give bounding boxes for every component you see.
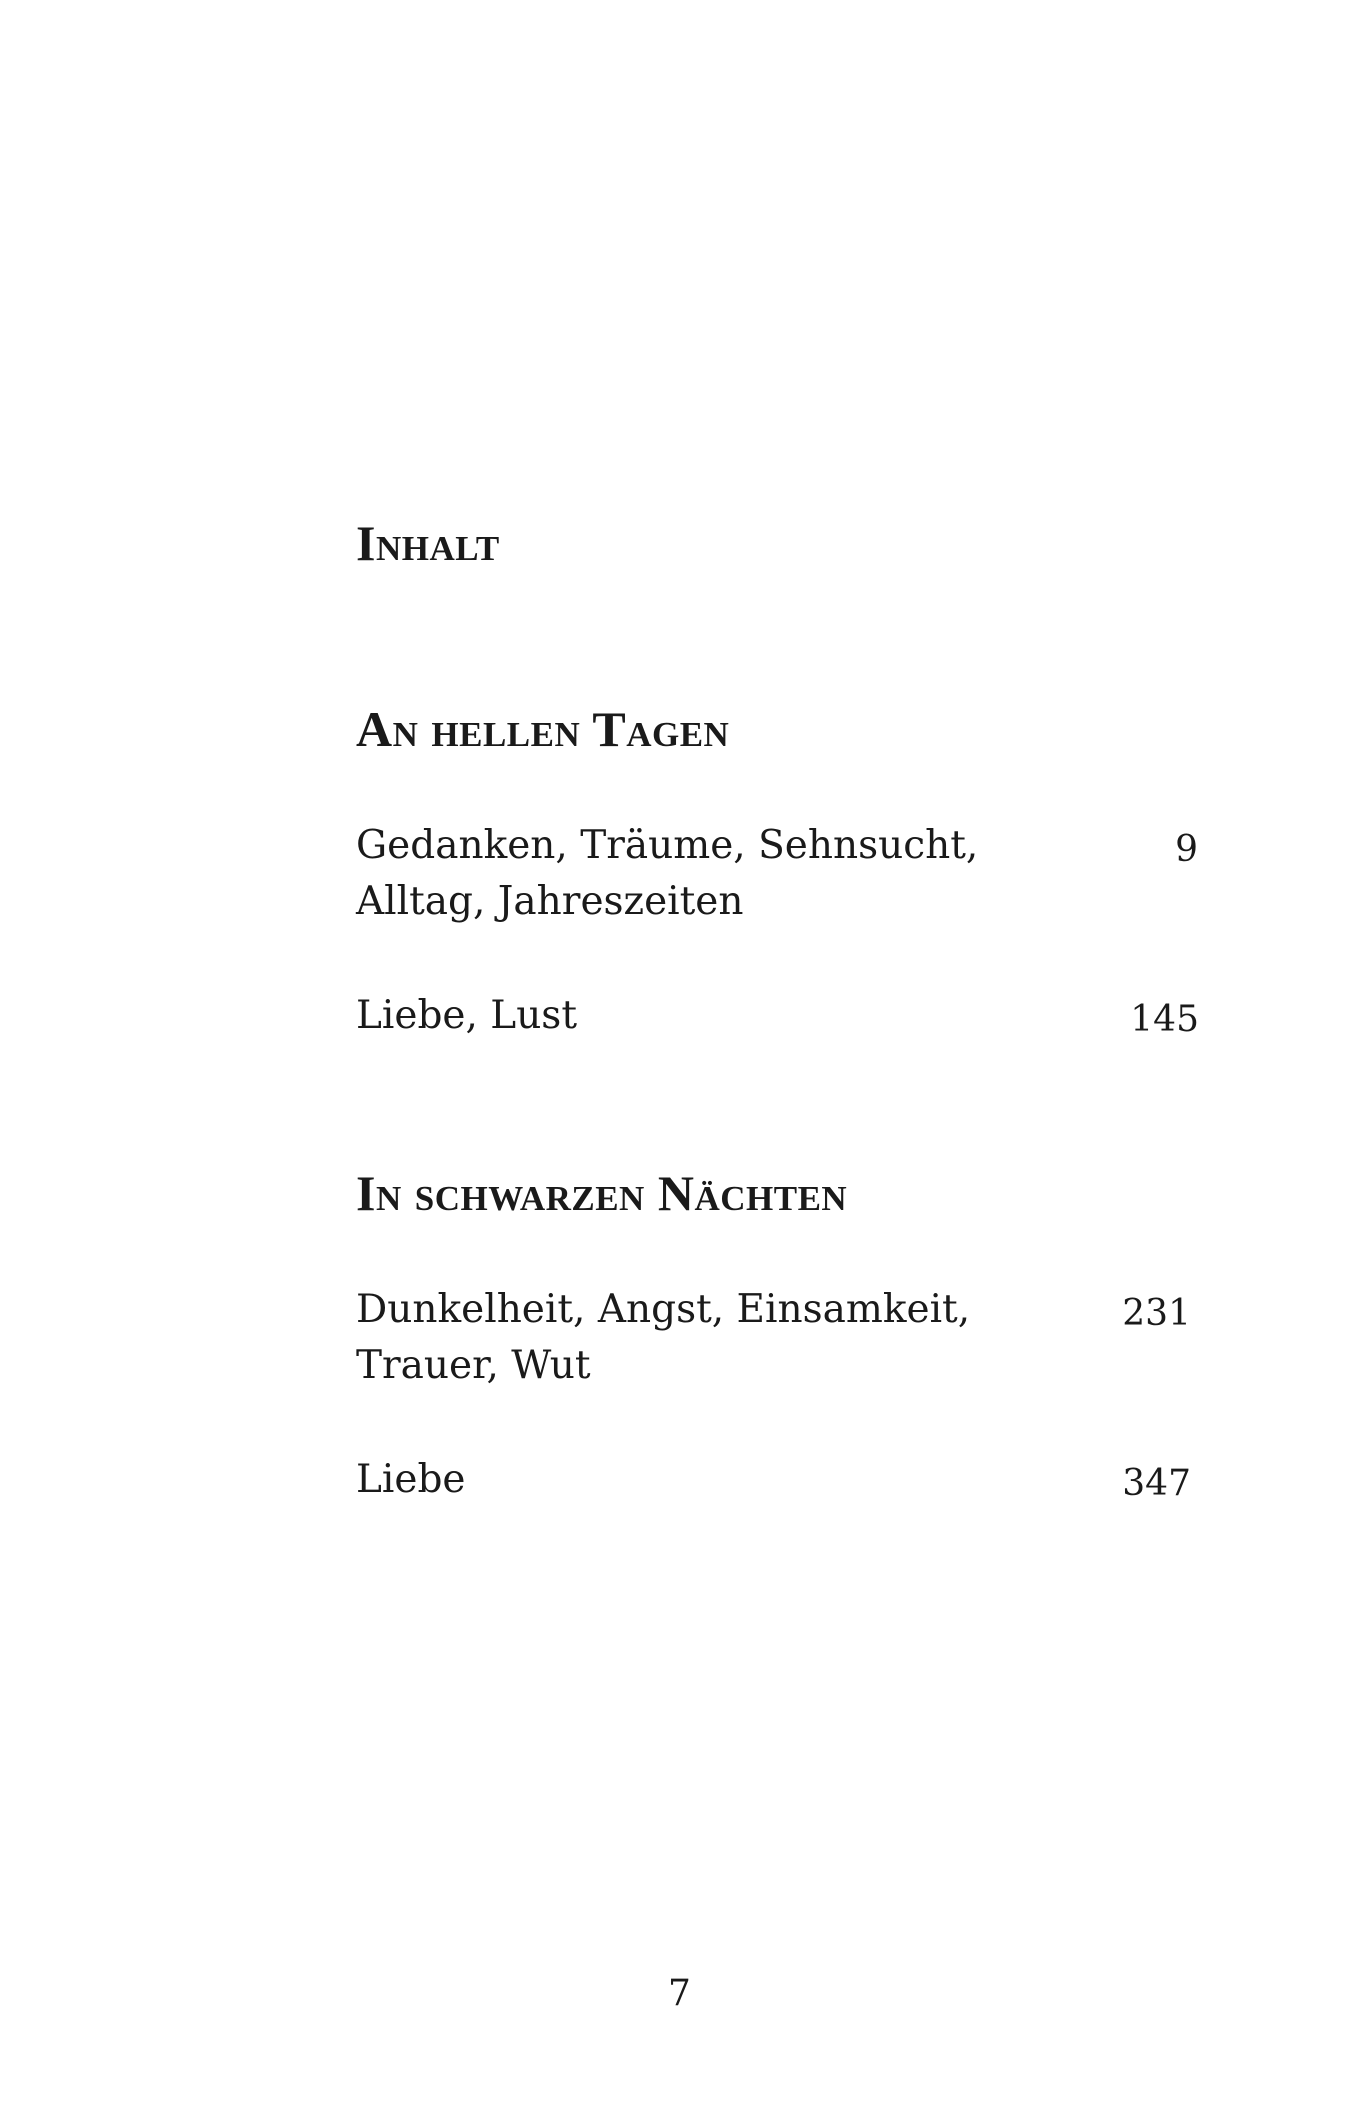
toc-entry-text bbox=[356, 818, 978, 930]
section-heading-in-schwarzen-naechten: In schwarzen Nächten bbox=[356, 1165, 848, 1221]
toc-entry-line: Dunkelheit, Angst, Einsamkeit, bbox=[356, 1287, 971, 1332]
toc-entry-text bbox=[356, 988, 577, 1044]
section-heading-an-hellen-tagen: An hellen Tagen bbox=[356, 701, 730, 757]
toc-entry-page-number: 347 bbox=[1122, 1463, 1191, 1504]
toc-entry-line: Liebe bbox=[356, 1457, 466, 1502]
toc-entry-line: Gedanken, Träume, Sehnsucht, bbox=[356, 823, 979, 868]
toc-entry-line: Alltag, Jahreszeiten bbox=[356, 879, 744, 924]
toc-title: Inhalt bbox=[356, 515, 500, 571]
toc-entry-text bbox=[356, 1452, 466, 1508]
toc-entry-page-number: 231 bbox=[1122, 1293, 1191, 1334]
toc-entry-page-number: 145 bbox=[1130, 999, 1199, 1040]
toc-entry-line: Trauer, Wut bbox=[356, 1343, 591, 1388]
page-number: 7 bbox=[668, 1973, 691, 2014]
toc-entry-text bbox=[356, 1282, 970, 1394]
toc-entry-page-number: 9 bbox=[1175, 829, 1198, 870]
toc-entry-line: Liebe, Lust bbox=[356, 993, 577, 1038]
